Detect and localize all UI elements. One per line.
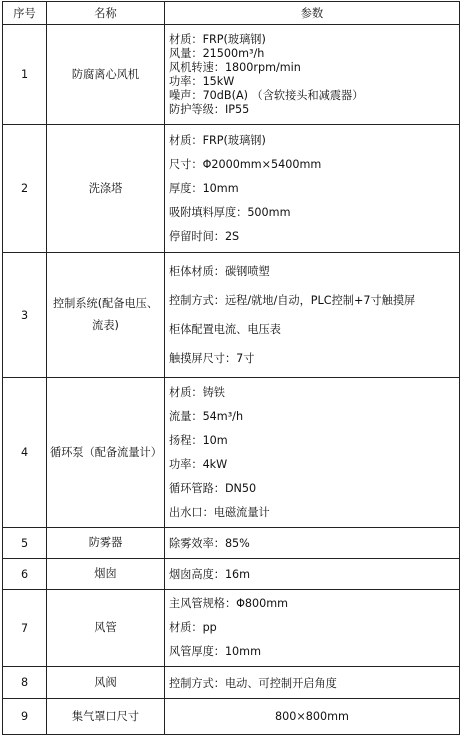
param-line: 主风管规格：Φ800mm <box>169 597 289 610</box>
row-name: 集气罩口尺寸 <box>47 699 165 735</box>
table-row <box>3 125 460 253</box>
param-line: 风量：21500m³/h <box>169 46 265 60</box>
row-params <box>165 378 460 528</box>
param-line: 800×800mm <box>275 710 349 723</box>
param-line: 风管厚度：10mm <box>169 645 261 658</box>
param-line: 循环管路：DN50 <box>169 481 257 495</box>
row-name: 烟囱 <box>47 559 165 590</box>
row-params <box>165 699 460 735</box>
row-no: 3 <box>3 253 47 378</box>
row-params <box>165 667 460 699</box>
row-name: 防腐离心风机 <box>47 25 165 125</box>
param-line: 功率：15kW <box>169 74 235 88</box>
param-line: 控制方式：远程/就地/自动，PLC控制+7寸触摸屏 <box>169 294 416 307</box>
param-line: 扬程：10m <box>169 433 228 447</box>
param-line: 材质：铸铁 <box>169 385 225 399</box>
param-line: 厚度：10mm <box>169 181 239 195</box>
param-line: 烟囱高度：16m <box>169 568 251 581</box>
row-no: 2 <box>3 125 47 253</box>
param-line: 功率：4kW <box>169 457 228 471</box>
table-row <box>3 528 460 559</box>
header-no: 序号 <box>3 2 47 25</box>
row-name: 循环泵（配备流量计） <box>47 378 165 528</box>
param-line: 材质：FRP(玻璃钢) <box>169 32 266 46</box>
table-row <box>3 253 460 378</box>
row-name: 控制系统(配备电压、流表) <box>47 253 165 378</box>
row-name: 风管 <box>47 590 165 667</box>
row-no: 4 <box>3 378 47 528</box>
row-no: 5 <box>3 528 47 559</box>
param-line: 材质：pp <box>169 621 217 634</box>
table-row <box>3 699 460 735</box>
table-row <box>3 559 460 590</box>
row-params <box>165 125 460 253</box>
param-line: 柜体配置电流、电压表 <box>169 323 281 336</box>
param-line: 柜体材质：碳钢喷塑 <box>169 265 270 278</box>
param-line: 防护等级：IP55 <box>169 102 250 116</box>
param-line: 流量：54m³/h <box>169 409 244 423</box>
table-row <box>3 25 460 125</box>
header-name: 名称 <box>47 2 165 25</box>
param-line: 出水口：电磁流量计 <box>169 505 270 519</box>
row-params <box>165 528 460 559</box>
header-row <box>3 2 460 25</box>
row-params <box>165 25 460 125</box>
row-no: 1 <box>3 25 47 125</box>
param-line: 控制方式：电动、可控制开启角度 <box>169 676 337 690</box>
row-name: 防雾器 <box>47 528 165 559</box>
row-params <box>165 559 460 590</box>
row-no: 7 <box>3 590 47 667</box>
header-params: 参数 <box>165 2 460 25</box>
row-name: 洗涤塔 <box>47 125 165 253</box>
row-no: 8 <box>3 667 47 699</box>
spec-table <box>2 1 460 735</box>
param-line: 触摸屏尺寸：7寸 <box>169 352 255 365</box>
table-row <box>3 590 460 667</box>
param-line: 吸附填料厚度：500mm <box>169 205 291 219</box>
table-row <box>3 667 460 699</box>
param-line: 停留时间：2S <box>169 229 240 243</box>
param-line: 除雾效率：85% <box>169 537 250 550</box>
param-line: 风机转速：1800rpm/min <box>169 60 301 74</box>
row-no: 6 <box>3 559 47 590</box>
param-line: 材质：FRP(玻璃钢) <box>169 133 266 147</box>
table-row <box>3 378 460 528</box>
row-params <box>165 253 460 378</box>
row-no: 9 <box>3 699 47 735</box>
row-name: 风阀 <box>47 667 165 699</box>
row-params <box>165 590 460 667</box>
param-line: 尺寸：Φ2000mm×5400mm <box>169 157 322 171</box>
param-line: 噪声：70dB(A) （含软接头和减震器） <box>169 88 364 102</box>
